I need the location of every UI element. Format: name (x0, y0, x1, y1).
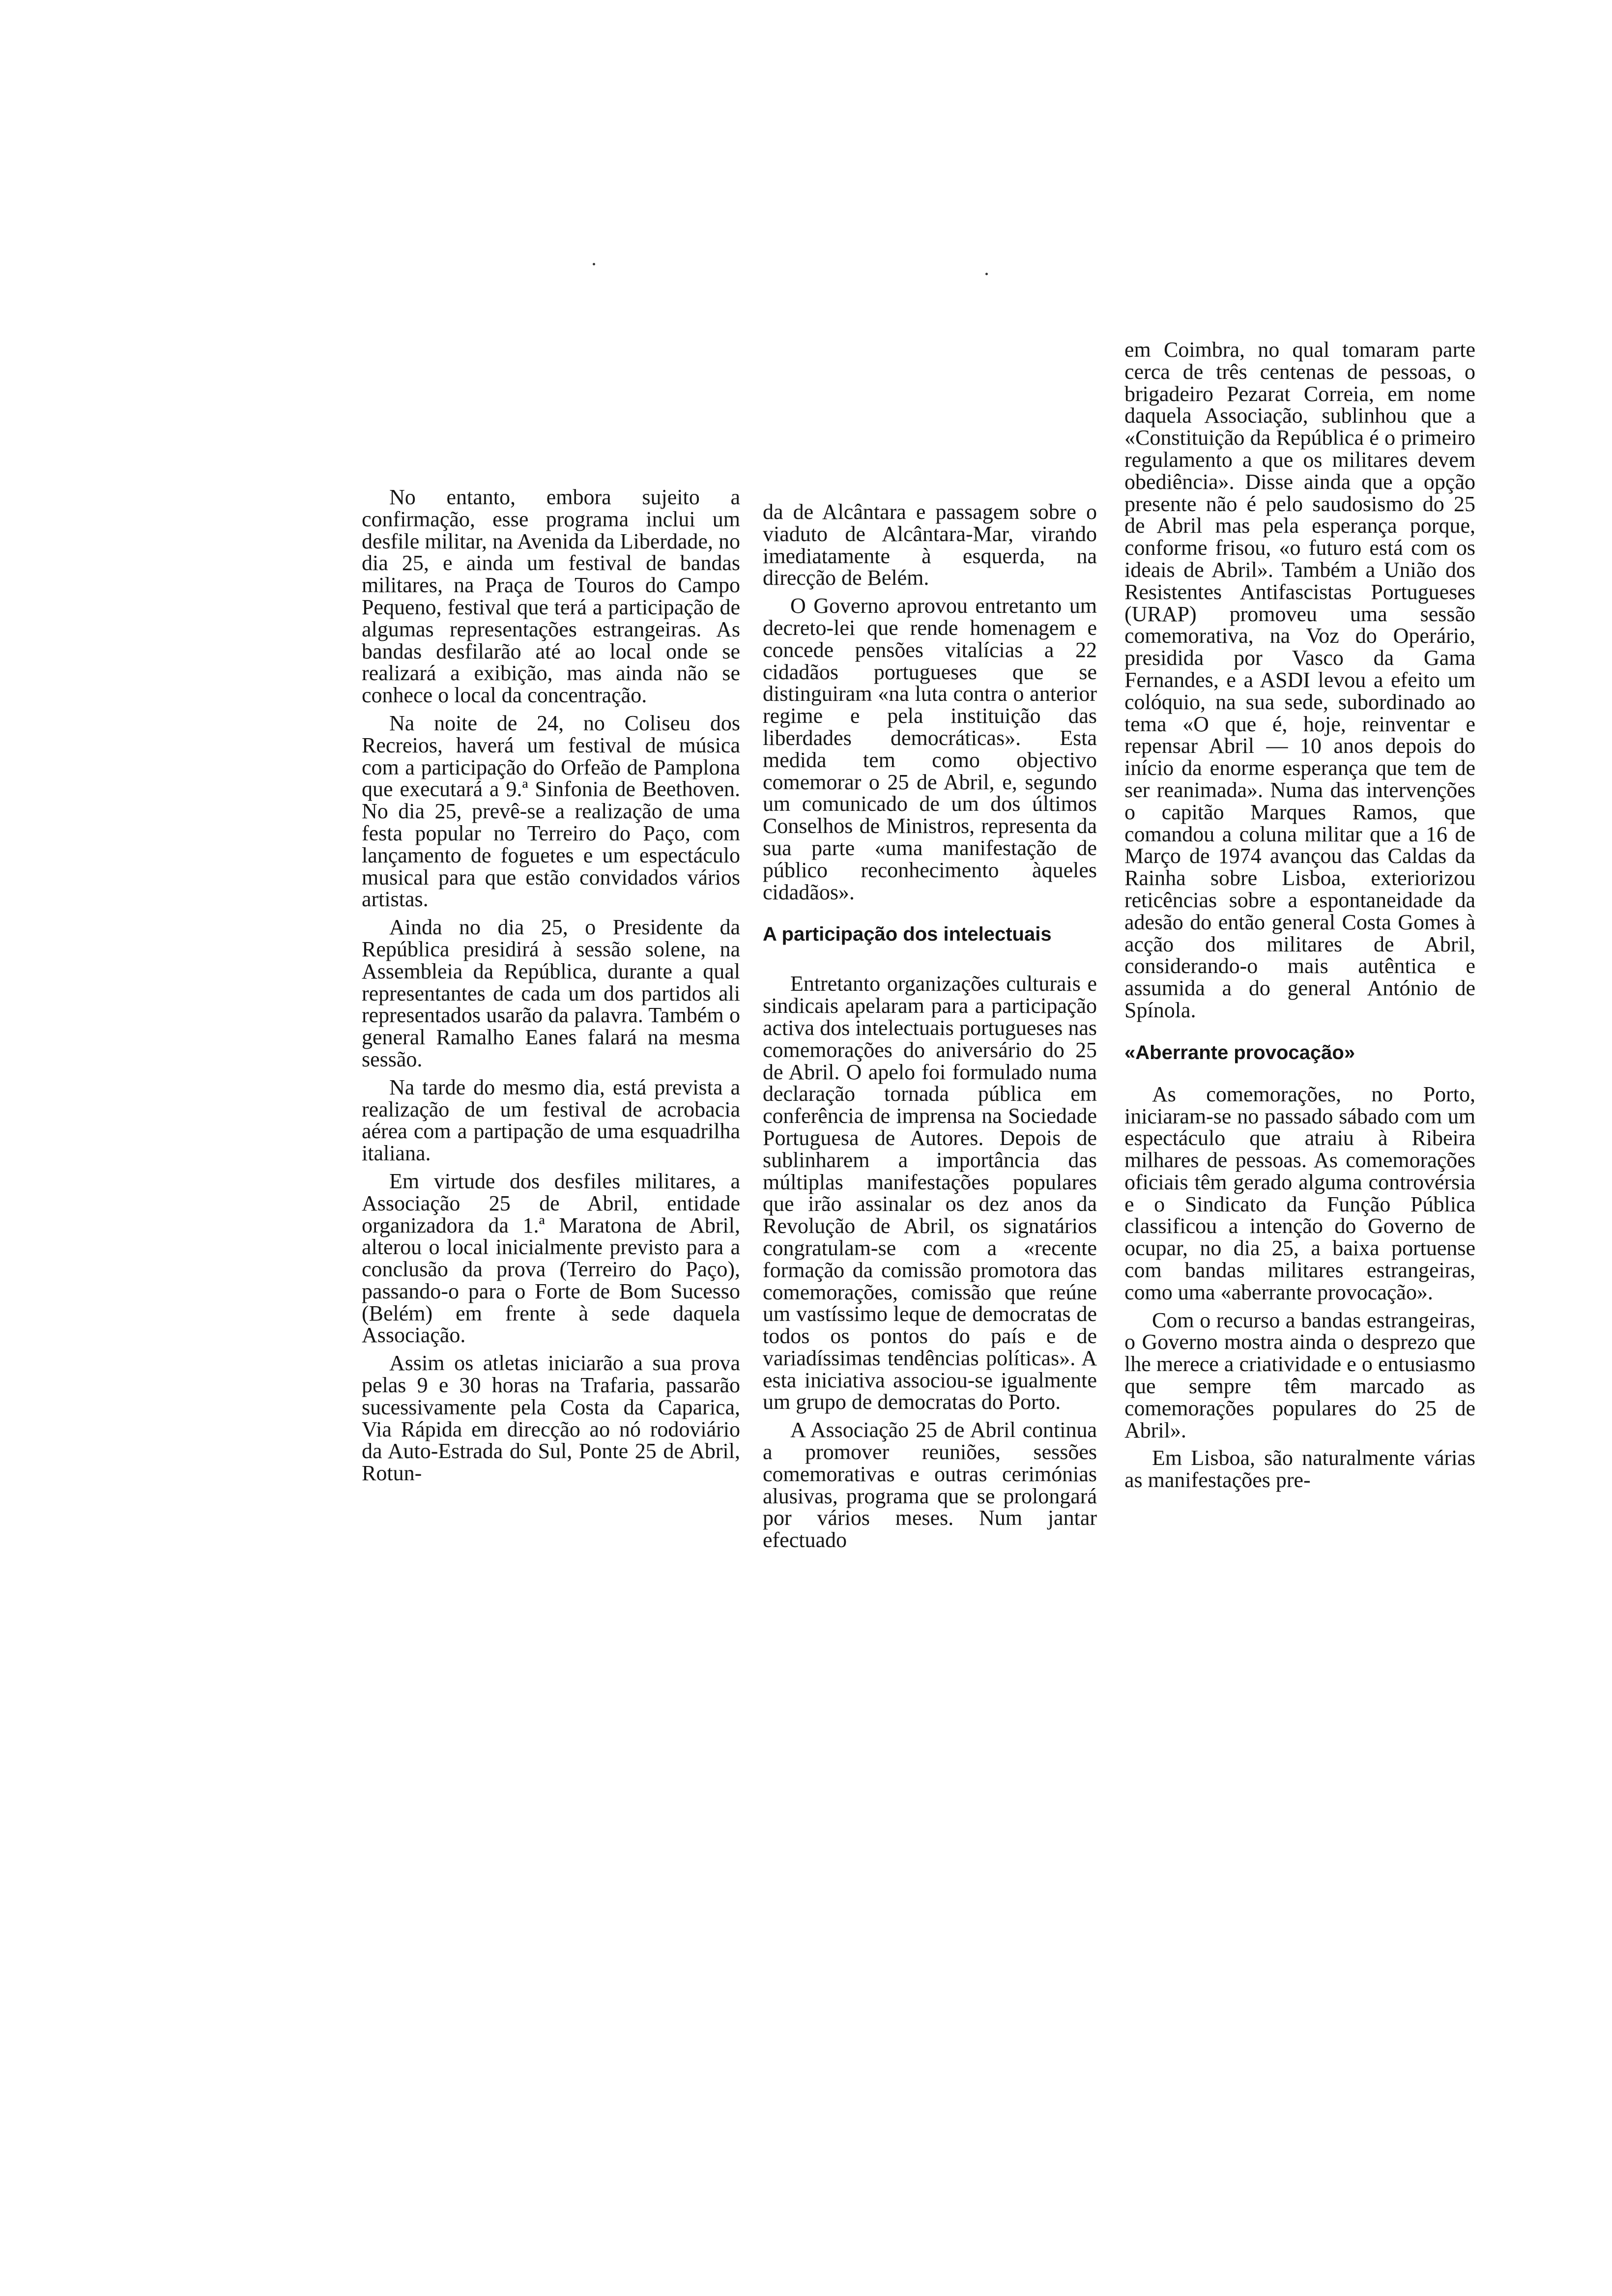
paragraph: Em virtude dos desfiles militares, a Associação 25 de Abril, entidade organizadora da 1.ª Maratona de Abril, alterou o local inicialmente previsto para a conclusão da prova (Terreiro do Paço), passando-o para o Forte de Bom Sucesso (Belém) em frente à sede daquela Associação. (362, 1169, 740, 1348)
paragraph: O Governo aprovou entretanto um decreto-lei que rende homenagem e concede pensões vitalícias a 22 cidadãos portugueses que se distinguiram «na luta contra o anterior regime e pela instituição das liberdades democráticas». Esta medida tem como objectivo comemorar o 25 de Abril, e, segundo um comunicado de um dos últimos Conselhos de Ministros, representa da sua parte «uma manifestação de público reconhecimento àqueles cidadãos». (763, 594, 1097, 904)
paragraph: Na noite de 24, no Coliseu dos Recreios, haverá um festival de música com a participação do Orfeão de Pamplona que executará a 9.ª Sinfonia de Beethoven. No dia 25, prevê-se a realização de uma festa popular no Terreiro do Paço, com lançamento de foguetes e um espectáculo musical para que estão convidados vários artistas. (362, 711, 740, 912)
column-2 (763, 501, 1097, 1557)
speck (985, 273, 988, 275)
section-heading: «Aberrante provocação» (1124, 1041, 1355, 1063)
paragraph: Com o recurso a bandas estrangeiras, o Governo mostra ainda o desprezo que lhe merece a criatividade e o entusiasmo que sempre têm marcado as comemorações populares do 25 de Abril». (1124, 1308, 1475, 1442)
paragraph: Na tarde do mesmo dia, está prevista a realização de um festival de acrobacia aérea com a partipação de uma esquadrilha italiana. (362, 1075, 740, 1166)
paragraph: Ainda no dia 25, o Presidente da República presidirá à sessão solene, na Assembleia da República, durante a qual representantes de cada um dos partidos ali representados usarão da palavra. Também o general Ramalho Eanes falará na mesma sessão. (362, 915, 740, 1071)
paragraph: Assim os atletas iniciarão a sua prova pelas 9 e 30 horas na Trafaria, passarão sucessivamente pela Costa da Caparica, Via Rápida em direcção ao nó rodoviário da Auto-Estrada do Sul, Ponte 25 de Abril, Rotun- (362, 1351, 740, 1486)
paragraph: As comemorações, no Porto, iniciaram-se no passado sábado com um espectáculo que atraiu à Ribeira milhares de pessoas. As comemorações oficiais têm gerado alguma controvérsia e o Sindicato da Função Pública classificou a intenção do Governo de ocupar, no dia 25, a baixa portuense com bandas militares estrangeiras, como uma «aberrante provocação». (1124, 1082, 1475, 1304)
paragraph: No entanto, embora sujeito a confirmação, esse programa inclui um desfile militar, na Avenida da Liberdade, no dia 25, e ainda um festival de bandas militares, na Praça de Touros do Campo Pequeno, festival que terá a participação de algumas representações estrangeiras. As bandas desfilarão até ao local onde se realizará a exibição, mas ainda não se conhece o local da concentração. (362, 485, 740, 708)
paragraph: em Coimbra, no qual tomaram parte cerca de três centenas de pessoas, o brigadeiro Pezarat Correia, em nome daquela Associação, sublinhou que a «Constituição da República é o primeiro regulamento a que os militares devem obediência». Disse ainda que a opção presente não é pelo saudosismo do 25 de Abril mas pela esperança porque, conforme frisou, «o futuro está com os ideais de Abril». Também a União dos Resistentes Antifascistas Portugueses (URAP) promoveu uma sessão comemorativa, na Voz do Operário, presidida por Vasco da Gama Fernandes, e a ASDI levou a efeito um colóquio, na sua sede, subordinado ao tema «O que é, hoje, reinventar e repensar Abril — 10 anos depois do início da enorme esperança que tem de ser reanimada». Numa das intervenções o capitão Marques Ramos, que comandou a coluna militar que a 16 de Março de 1974 avançou das Caldas da Rainha sobre Lisboa, exteriorizou reticências sobre a espontaneidade da adesão do então general Costa Gomes à acção dos militares de Abril, considerando-o mais autêntica e assumida a do general António de Spínola. (1124, 338, 1475, 1022)
paragraph: da de Alcântara e passagem sobre o viaduto de Alcântara-Mar, virando imediatamente à esquerda, na direcção de Belém. (763, 500, 1097, 590)
column-3 (1124, 339, 1475, 1497)
paragraph: Entretanto organizações culturais e sindicais apelaram para a participação activa dos intelectuais portugueses nas comemorações do aniversário do 25 de Abril. O apelo foi formulado numa declaração tornada pública em conferência de imprensa na Sociedade Portuguesa de Autores. Depois de sublinharem a importância das múltiplas manifestações populares que irão assinalar os dez anos da Revolução de Abril, os signatários congratulam-se com a «recente formação da comissão promotora das comemorações, comissão que reúne um vastíssimo leque de democratas de todos os pontos do país e de variadíssimas tendências políticas». A esta iniciativa associou-se igualmente um grupo de democratas do Porto. (763, 972, 1097, 1414)
paragraph: A Associação 25 de Abril continua a promover reuniões, sessões comemorativas e outras cerimónias alusivas, programa que se prolongará por vários meses. Num jantar efectuado (763, 1418, 1097, 1552)
section-heading: A participação dos intelectuais (763, 923, 1052, 946)
column-1 (362, 487, 740, 1491)
paragraph: Em Lisboa, são naturalmente várias as manifestações pre- (1124, 1446, 1475, 1492)
speck (593, 263, 595, 265)
